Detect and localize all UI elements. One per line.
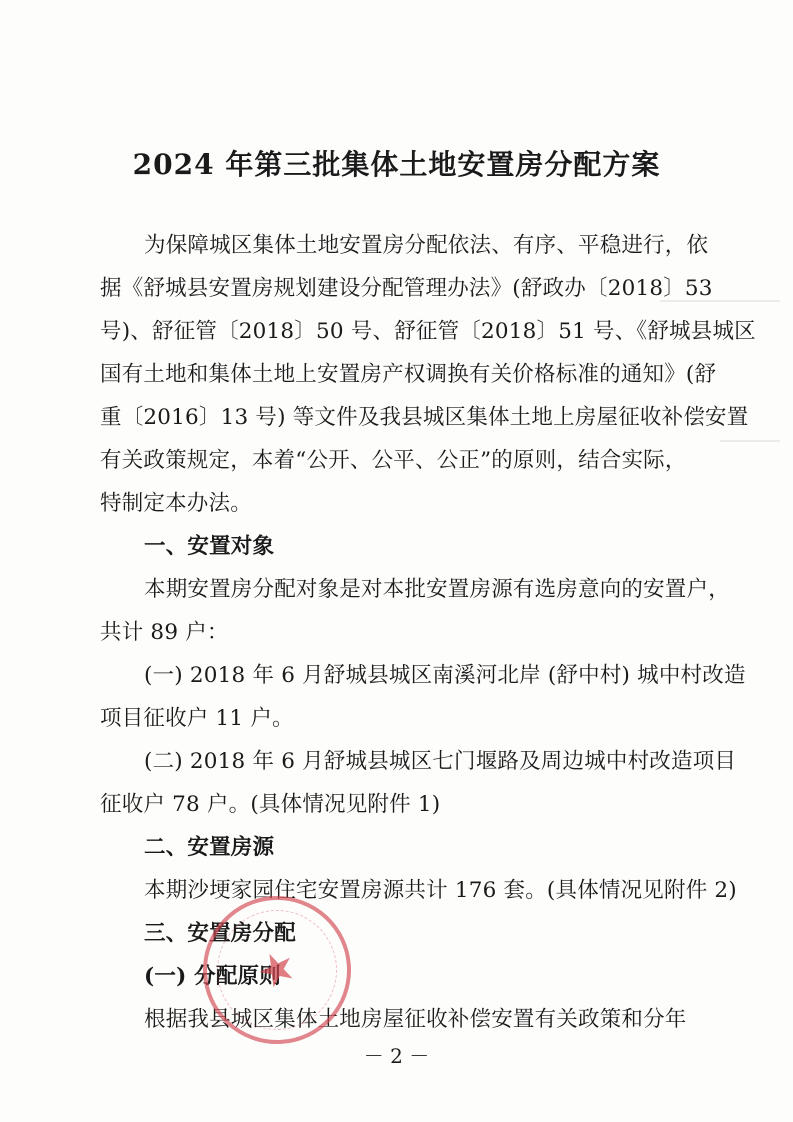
body-line: (一) 2018 年 6 月舒城县城区南溪河北岸 (舒中村) 城中村改造	[144, 663, 746, 688]
section-heading: 三、安置房分配	[144, 921, 296, 946]
intro-line: 号)、舒征管〔2018〕50 号、舒征管〔2018〕51 号、《舒城县城区	[100, 319, 756, 344]
intro-line: 重〔2016〕13 号) 等文件及我县城区集体土地上房屋征收补偿安置	[100, 405, 749, 430]
body-line: 共计 89 户：	[100, 620, 229, 645]
section-heading: 一、安置对象	[144, 534, 275, 559]
section-heading: 二、安置房源	[144, 835, 275, 860]
seal-star-icon: ★	[248, 938, 306, 1001]
body-line: 本期安置房分配对象是对本批安置房源有选房意向的安置户，	[144, 577, 730, 602]
intro-line: 国有土地和集体土地上安置房产权调换有关价格标准的通知》(舒	[100, 362, 717, 387]
body-line: (二) 2018 年 6 月舒城县城区七门堰路及周边城中村改造项目	[144, 749, 737, 774]
body-line: 项目征收户 11 户。	[100, 706, 294, 731]
body-line: 本期沙埂家园住宅安置房源共计 176 套。(具体情况见附件 2)	[144, 878, 737, 903]
intro-line: 特制定本办法。	[100, 491, 252, 516]
page-number: － 2 －	[363, 1044, 430, 1068]
bleed-through-mark	[720, 440, 780, 442]
body-line: 根据我县城区集体土地房屋征收补偿安置有关政策和分年	[144, 1007, 687, 1032]
subsection-heading: (一) 分配原则	[144, 964, 281, 989]
intro-line: 据《舒城县安置房规划建设分配管理办法》(舒政办〔2018〕53	[100, 276, 713, 301]
intro-line: 有关政策规定，本着“公开、公平、公正”的原则，结合实际，	[100, 448, 687, 473]
intro-line: 为保障城区集体土地安置房分配依法、有序、平稳进行，依	[144, 233, 709, 258]
document-title: 2024 年第三批集体土地安置房分配方案	[132, 148, 661, 181]
body-line: 征收户 78 户。(具体情况见附件 1)	[100, 792, 441, 817]
